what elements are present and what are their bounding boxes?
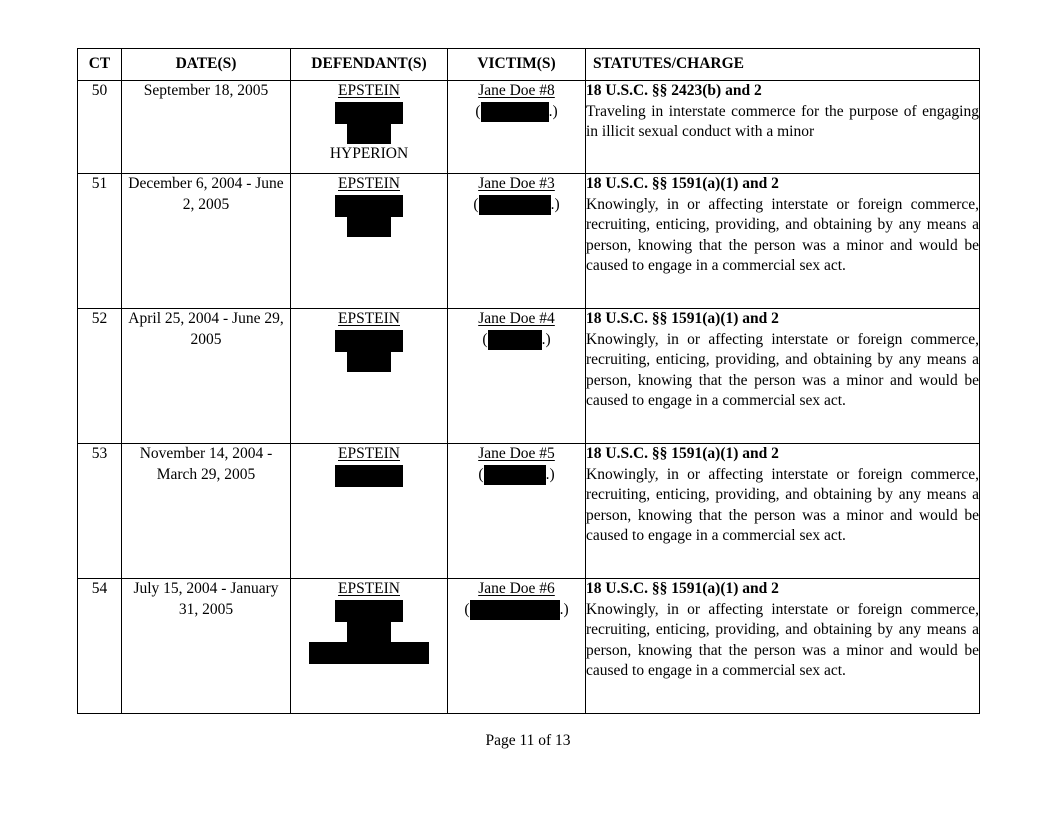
victim-redaction: ( .): [475, 102, 557, 122]
header-defendants: DEFENDANT(S): [291, 49, 448, 81]
victim-name: Jane Doe #4: [478, 310, 555, 327]
statute-citation: 18 U.S.C. §§ 1591(a)(1) and 2: [586, 580, 779, 597]
redaction-block: [335, 330, 403, 352]
victim-cell: [448, 174, 586, 309]
redaction-block: [347, 217, 391, 237]
victim-redaction: ( .): [473, 195, 559, 215]
charges-table: [77, 48, 980, 714]
defendant-name: EPSTEIN: [338, 445, 400, 462]
defendant-name: HYPERION: [329, 144, 409, 162]
victim-name: Jane Doe #6: [478, 580, 555, 597]
redaction-block: [335, 600, 403, 622]
count-number: 54: [78, 579, 122, 714]
charge-description: Traveling in interstate commerce for the purpose of engaging in illicit sexual conduct with a minor: [586, 102, 979, 140]
count-number: 50: [78, 81, 122, 174]
charge-description: Knowingly, in or affecting interstate or foreign commerce, recruiting, enticing, providing, and obtaining by any means a person, knowing that the person was a minor and would be caused to engage in a commercial sex act.: [586, 465, 979, 544]
redaction-block: [347, 352, 391, 372]
header-ct: CT: [78, 49, 122, 81]
statute-citation: 18 U.S.C. §§ 2423(b) and 2: [586, 82, 762, 99]
header-row: [78, 49, 980, 81]
victim-cell: [448, 444, 586, 579]
charge-cell: [586, 81, 980, 174]
charge-cell: [586, 579, 980, 714]
defendants-cell: [291, 444, 448, 579]
redaction-block: [484, 465, 546, 485]
redaction-block: [470, 600, 560, 620]
redaction-block: [335, 195, 403, 217]
dates-cell: September 18, 2005: [122, 81, 291, 174]
defendant-name: EPSTEIN: [338, 580, 400, 597]
victim-name: Jane Doe #3: [478, 175, 555, 192]
table-row: [78, 444, 980, 579]
header-dates: DATE(S): [122, 49, 291, 81]
table-row: [78, 309, 980, 444]
statute-citation: 18 U.S.C. §§ 1591(a)(1) and 2: [586, 310, 779, 327]
count-number: 52: [78, 309, 122, 444]
charge-cell: [586, 444, 980, 579]
victim-redaction: ( .): [464, 600, 568, 620]
table-row: [78, 81, 980, 174]
defendant-name: EPSTEIN: [338, 310, 400, 327]
redaction-block: [335, 465, 403, 487]
defendants-cell: [291, 81, 448, 174]
statute-citation: 18 U.S.C. §§ 1591(a)(1) and 2: [586, 175, 779, 192]
header-statutes-charge: STATUTES/CHARGE: [586, 49, 980, 81]
redaction-block: [347, 124, 391, 144]
count-number: 51: [78, 174, 122, 309]
victim-cell: [448, 309, 586, 444]
count-number: 53: [78, 444, 122, 579]
victim-cell: [448, 81, 586, 174]
table-row: [78, 174, 980, 309]
victim-cell: [448, 579, 586, 714]
page-number: Page 11 of 13: [485, 732, 571, 749]
charge-cell: [586, 309, 980, 444]
victim-name: Jane Doe #5: [478, 445, 555, 462]
dates-cell: April 25, 2004 - June 29, 2005: [122, 309, 291, 444]
charge-cell: [586, 174, 980, 309]
charge-description: Knowingly, in or affecting interstate or foreign commerce, recruiting, enticing, providing, and obtaining by any means a person, knowing that the person was a minor and would be caused to engage in a commercial sex act.: [586, 600, 979, 679]
defendant-name: EPSTEIN: [338, 175, 400, 192]
redaction-block: [347, 622, 391, 642]
charge-description: Knowingly, in or affecting interstate or foreign commerce, recruiting, enticing, providing, and obtaining by any means a person, knowing that the person was a minor and would be caused to engage in a commercial sex act.: [586, 330, 979, 409]
dates-cell: July 15, 2004 - January 31, 2005: [122, 579, 291, 714]
redaction-block: [335, 102, 403, 124]
dates-cell: November 14, 2004 - March 29, 2005: [122, 444, 291, 579]
redaction-block: [479, 195, 551, 215]
defendants-cell: [291, 174, 448, 309]
statute-citation: 18 U.S.C. §§ 1591(a)(1) and 2: [586, 445, 779, 462]
defendant-name: EPSTEIN: [338, 82, 400, 99]
victim-redaction: ( .): [478, 465, 554, 485]
defendants-cell: [291, 309, 448, 444]
charge-description: Knowingly, in or affecting interstate or foreign commerce, recruiting, enticing, providing, and obtaining by any means a person, knowing that the person was a minor and would be caused to engage in a commercial sex act.: [586, 195, 979, 274]
victim-name: Jane Doe #8: [478, 82, 555, 99]
redaction-block: [481, 102, 549, 122]
defendants-cell: [291, 579, 448, 714]
victim-redaction: ( .): [482, 330, 550, 350]
redaction-block: [309, 642, 429, 664]
dates-cell: December 6, 2004 - June 2, 2005: [122, 174, 291, 309]
redaction-block: [488, 330, 542, 350]
header-victims: VICTIM(S): [448, 49, 586, 81]
table-row: [78, 579, 980, 714]
